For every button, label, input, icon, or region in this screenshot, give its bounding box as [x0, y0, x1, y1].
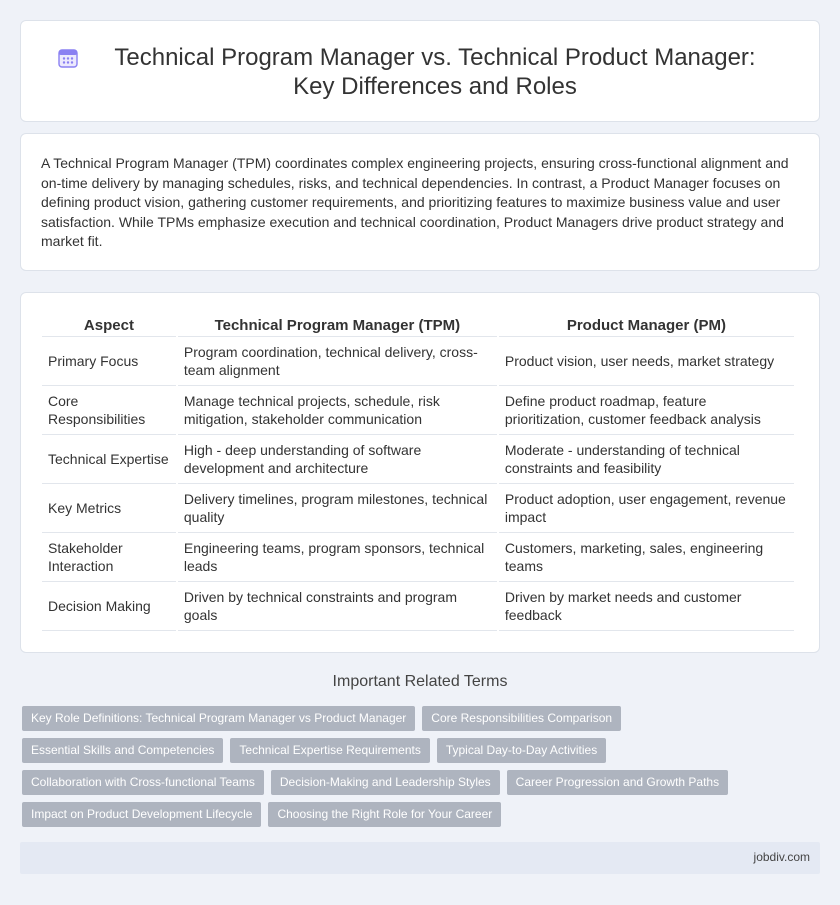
pm-cell: Customers, marketing, sales, engineering teams: [499, 533, 794, 582]
pm-cell: Product vision, user needs, market strategy: [499, 337, 794, 386]
header-tpm: Technical Program Manager (TPM): [178, 313, 497, 337]
tpm-cell: High - deep understanding of software development and architecture: [178, 435, 497, 484]
intro-paragraph: A Technical Program Manager (TPM) coordinates complex engineering projects, ensuring cross-functional alignment and on-time delivery by managing schedules, risks, and technical dependencies. In contrast, a Product Manager focuses on defining product vision, gathering customer requirements, and prioritizing features to maximize business value and user satisfaction. While TPMs emphasize execution and technical coordination, Product Managers drive product strategy and market fit.: [41, 155, 789, 250]
aspect-cell: Decision Making: [42, 582, 176, 631]
tpm-cell: Driven by technical constraints and program goals: [178, 582, 497, 631]
related-term-tag[interactable]: Key Role Definitions: Technical Program Manager vs Product Manager: [22, 706, 415, 731]
aspect-cell: Key Metrics: [42, 484, 176, 533]
related-term-tag[interactable]: Decision-Making and Leadership Styles: [271, 770, 500, 795]
tpm-cell: Manage technical projects, schedule, risk mitigation, stakeholder communication: [178, 386, 497, 435]
related-term-tag[interactable]: Technical Expertise Requirements: [230, 738, 429, 763]
related-terms-list: [22, 706, 822, 827]
related-term-tag[interactable]: Typical Day-to-Day Activities: [437, 738, 606, 763]
table-row: [42, 582, 794, 631]
page-title: Technical Program Manager vs. Technical Product Manager: Key Differences and Roles: [114, 44, 756, 100]
table-header-row: [42, 313, 794, 337]
pm-cell: Define product roadmap, feature prioritization, customer feedback analysis: [499, 386, 794, 435]
tpm-cell: Engineering teams, program sponsors, technical leads: [178, 533, 497, 582]
tpm-cell: Program coordination, technical delivery, cross-team alignment: [178, 337, 497, 386]
pm-cell: Moderate - understanding of technical constraints and feasibility: [499, 435, 794, 484]
header-pm: Product Manager (PM): [499, 313, 794, 337]
footer: [20, 842, 820, 874]
related-term-tag[interactable]: Career Progression and Growth Paths: [507, 770, 728, 795]
aspect-cell: Technical Expertise: [42, 435, 176, 484]
aspect-cell: Primary Focus: [42, 337, 176, 386]
comparison-table: [40, 313, 796, 631]
pm-cell: Product adoption, user engagement, revenue impact: [499, 484, 794, 533]
header-aspect: Aspect: [42, 313, 176, 337]
intro-card: [20, 133, 820, 271]
tpm-cell: Delivery timelines, program milestones, technical quality: [178, 484, 497, 533]
aspect-cell: Core Responsibilities: [42, 386, 176, 435]
aspect-cell: Stakeholder Interaction: [42, 533, 176, 582]
footer-site-link[interactable]: jobdiv.com: [753, 850, 810, 864]
related-terms-heading: Important Related Terms: [332, 673, 508, 690]
title-card: [20, 20, 820, 122]
table-row: [42, 386, 794, 435]
table-row: [42, 337, 794, 386]
related-term-tag[interactable]: Core Responsibilities Comparison: [422, 706, 621, 731]
table-row: [42, 533, 794, 582]
comparison-table-card: [20, 292, 820, 653]
related-term-tag[interactable]: Choosing the Right Role for Your Career: [268, 802, 501, 827]
pm-cell: Driven by market needs and customer feedback: [499, 582, 794, 631]
related-term-tag[interactable]: Collaboration with Cross-functional Teams: [22, 770, 264, 795]
related-term-tag[interactable]: Impact on Product Development Lifecycle: [22, 802, 261, 827]
table-row: [42, 435, 794, 484]
table-row: [42, 484, 794, 533]
related-term-tag[interactable]: Essential Skills and Competencies: [22, 738, 223, 763]
